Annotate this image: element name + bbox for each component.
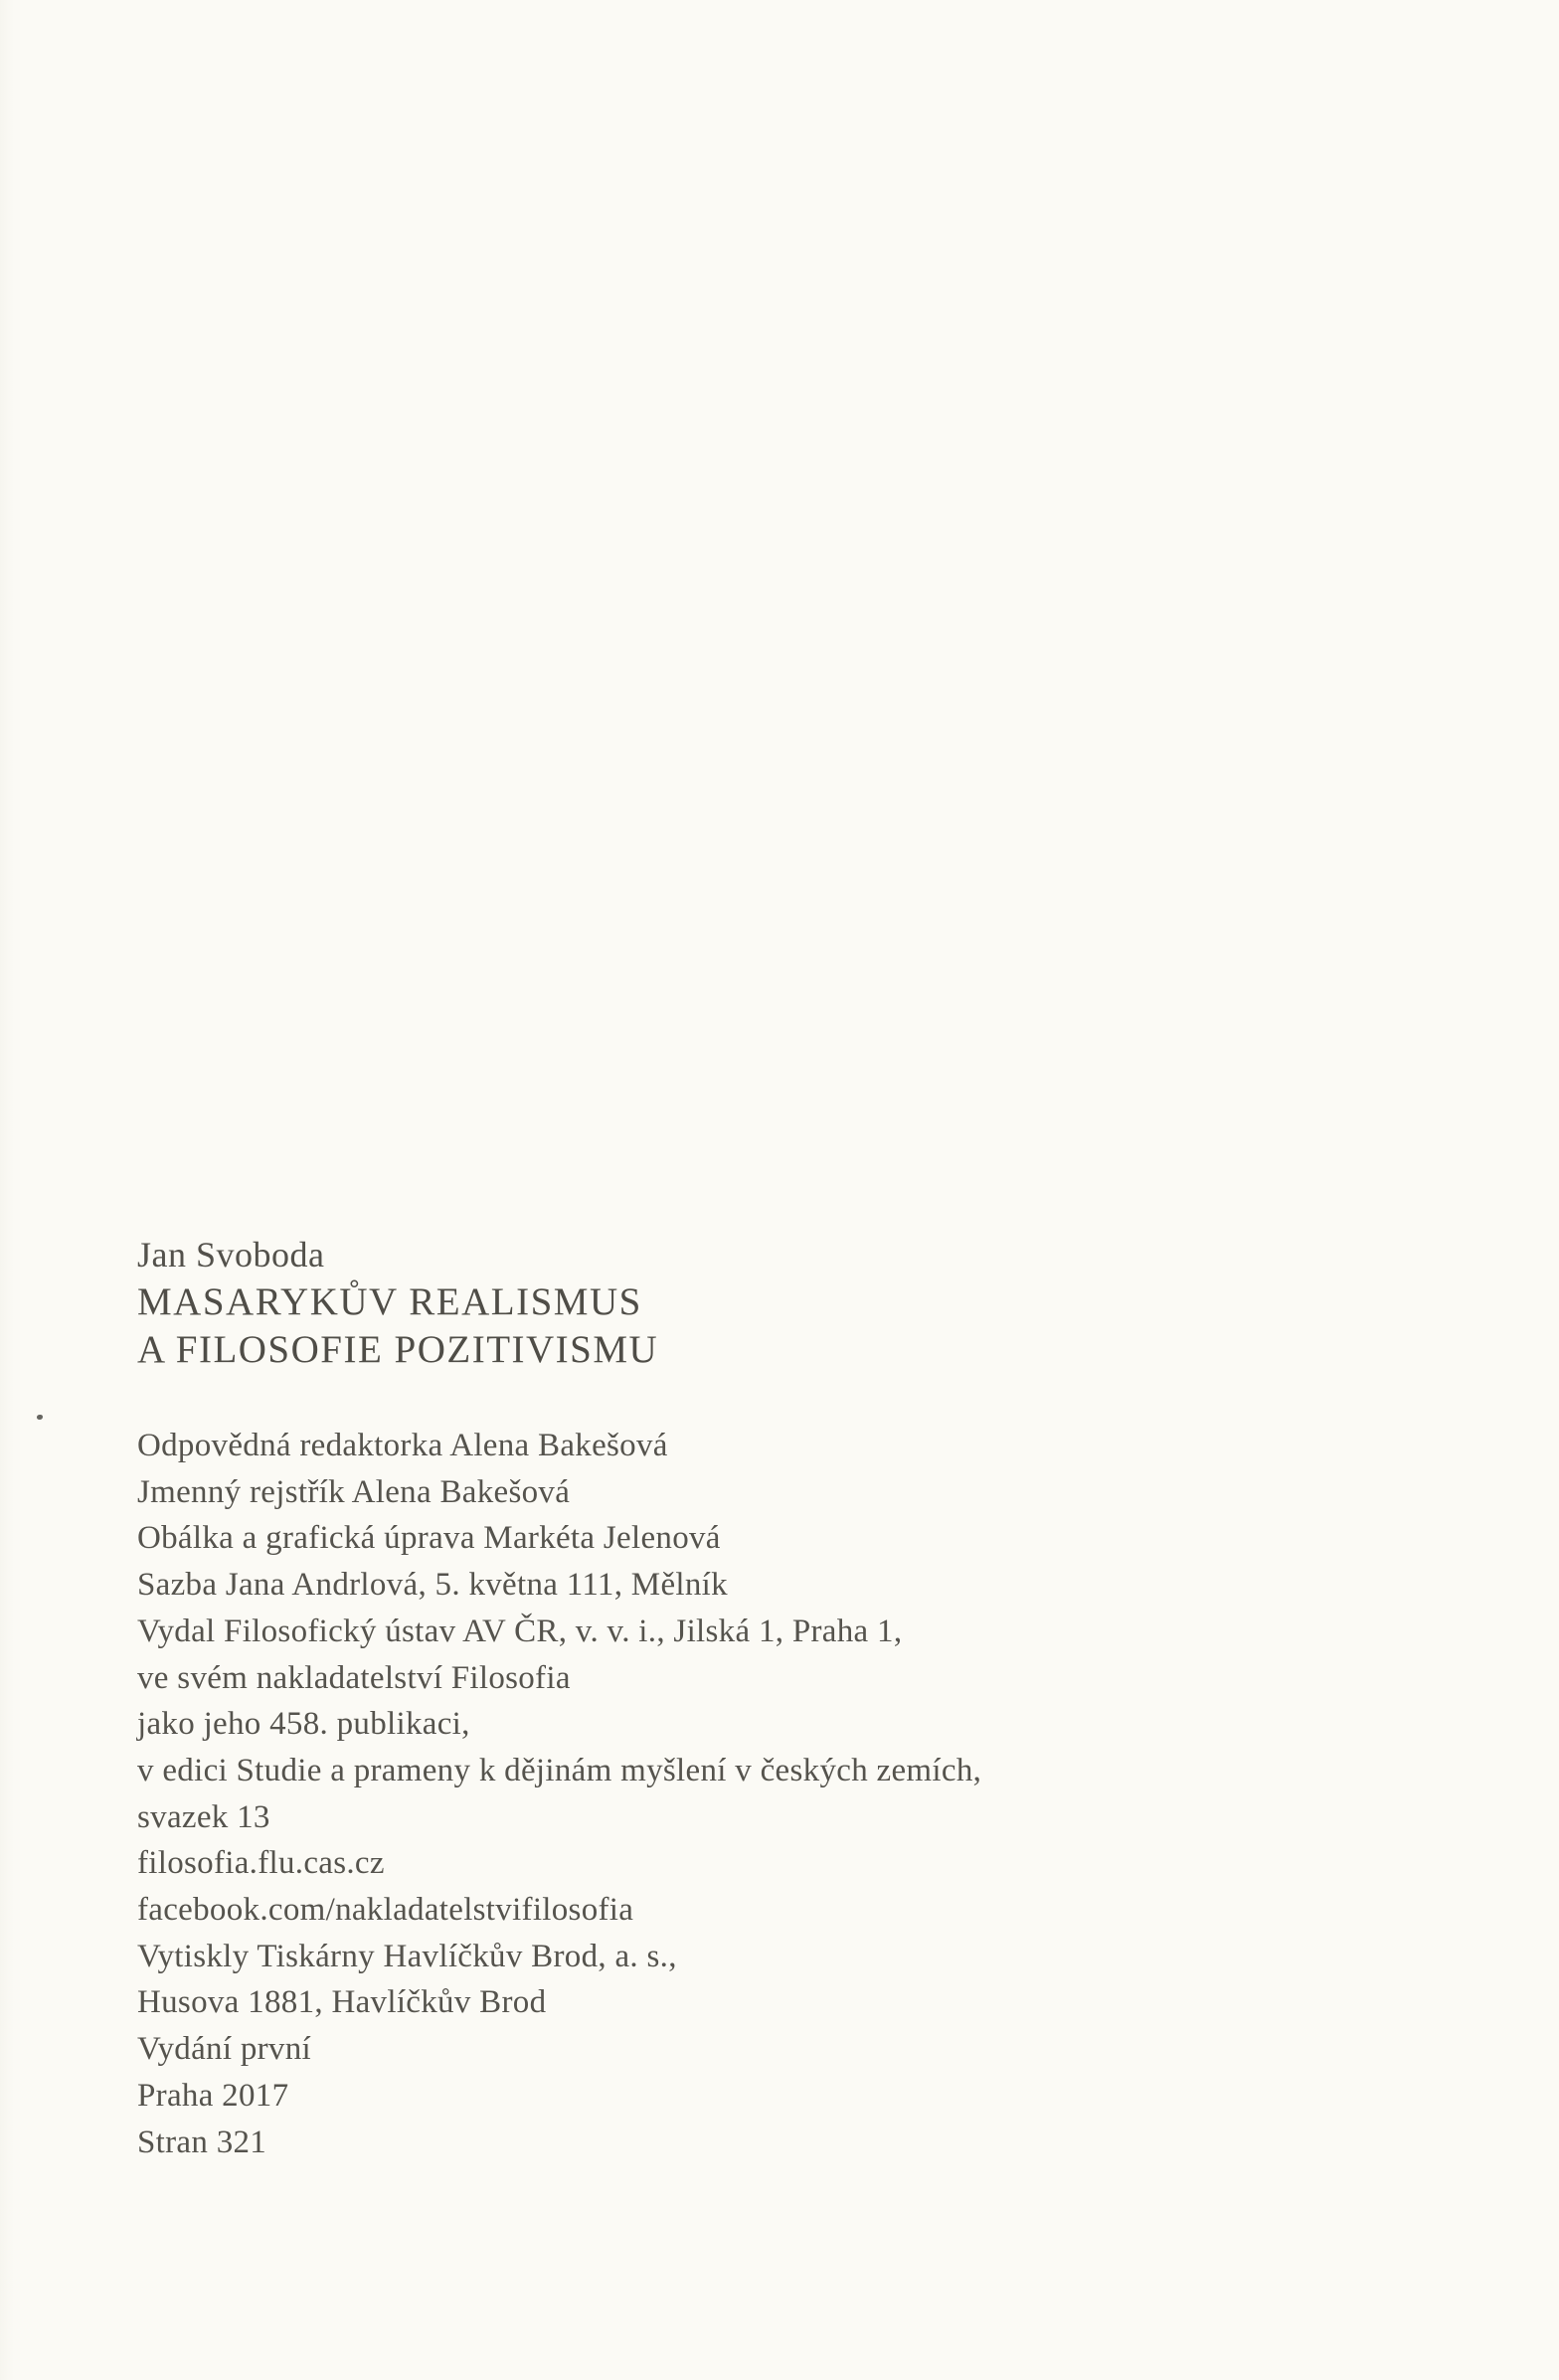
imprint-line-publishing-house: ve svém nakladatelství Filosofia [137,1659,571,1696]
imprint-line-index: Jmenný rejstřík Alena Bakešová [137,1473,571,1510]
imprint-line-printer-address: Husova 1881, Havlíčkův Brod [137,1984,547,2021]
imprint-line-edition-series: v edici Studie a prameny k dějinám myšlení v českých zemích, [137,1752,982,1788]
imprint-line-volume: svazek 13 [137,1798,270,1835]
imprint-line-edition: Vydání první [137,2031,311,2068]
imprint-block [137,1423,1231,2165]
imprint-line-page-count: Stran 321 [137,2124,267,2160]
colophon [137,1231,1231,2165]
imprint-line-place-year: Praha 2017 [137,2077,289,2114]
imprint-line-printer: Vytiskly Tiskárny Havlíčkův Brod, a. s., [137,1938,677,1974]
imprint-line-editor: Odpovědná redaktorka Alena Bakešová [137,1428,668,1463]
scan-speck [37,1415,43,1420]
imprint-line-publication-number: jako jeho 458. publikaci, [137,1706,470,1743]
imprint-line-website: filosofia.flu.cas.cz [137,1845,385,1882]
imprint-line-typesetting: Sazba Jana Andrlová, 5. května 111, Mělník [137,1567,728,1604]
book-title-line-1: MASARYKŮV REALISMUS [137,1280,642,1323]
author-title-block [137,1231,1231,1374]
imprint-line-publisher: Vydal Filosofický ústav AV ČR, v. v. i., Jilská 1, Praha 1, [137,1613,903,1649]
author-name: Jan Svoboda [137,1235,325,1275]
imprint-line-facebook: facebook.com/nakladatelstvifilosofia [137,1892,634,1929]
imprint-line-cover-design: Obálka a grafická úprava Markéta Jelenová [137,1520,721,1557]
book-title-line-2: A FILOSOFIE POZITIVISMU [137,1328,659,1371]
